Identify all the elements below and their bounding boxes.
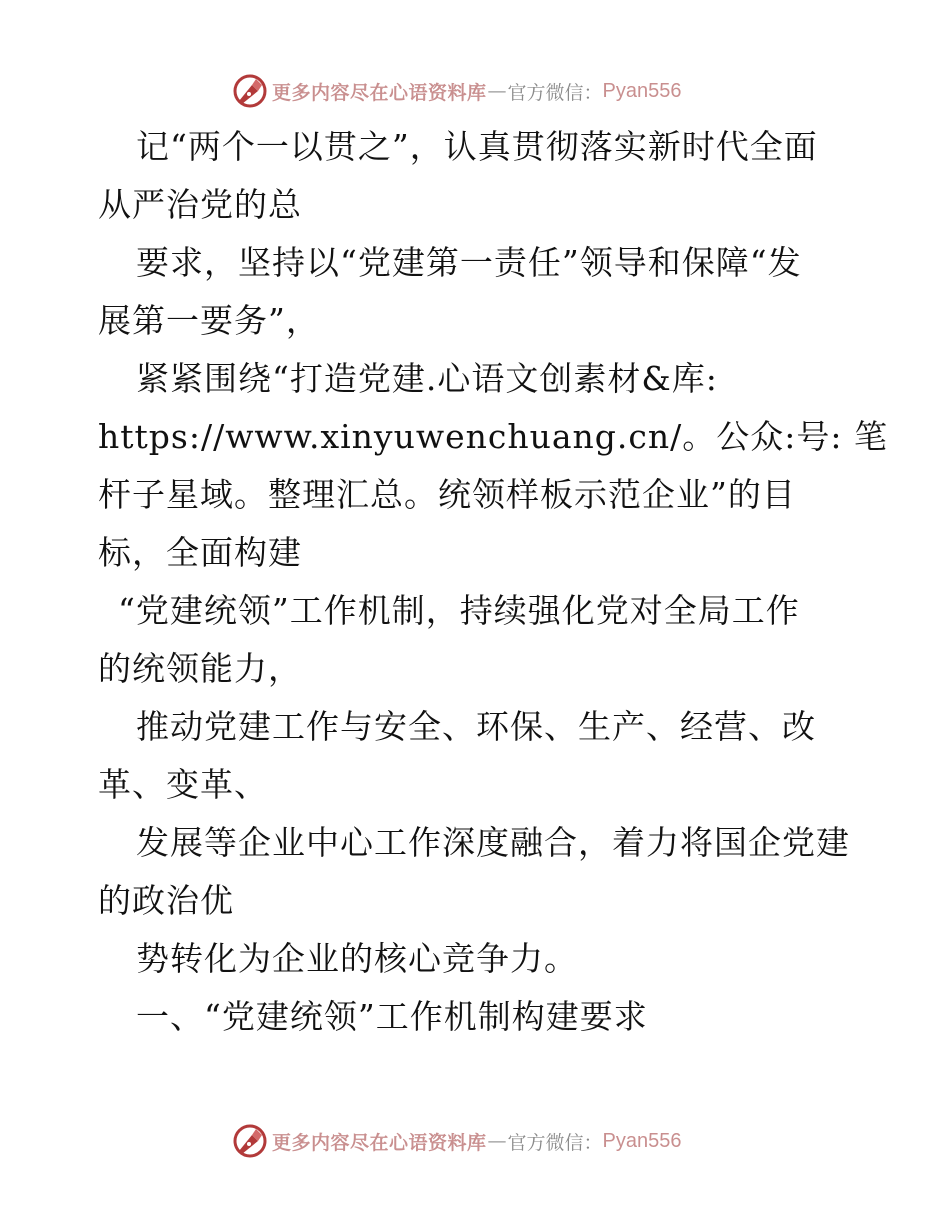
text-line: 势转化为企业的核心竞争力。 [136, 939, 578, 978]
text-line: 从严治党的总 [98, 185, 302, 224]
banner-promo-text: 更多内容尽在心语资料库 [272, 81, 487, 104]
section-heading: 一、“党建统领”工作机制构建要求 [136, 997, 648, 1036]
document-body [98, 118, 888, 1046]
banner-wechat-label: 官方微信： [507, 1131, 603, 1154]
banner-separator: — [487, 80, 507, 102]
pen-nib-logo-icon [232, 73, 268, 109]
text-line: https://www.xinyuwenchuang.cn/。公众:号: 笔 [98, 417, 888, 456]
text-line: 记“两个一以贯之”，认真贯彻落实新时代全面 [136, 127, 818, 166]
banner-wechat-id: Pyan556 [602, 1129, 682, 1152]
banner-wechat-id: Pyan556 [602, 79, 682, 102]
text-line: 标，全面构建 [98, 533, 302, 572]
text-line: “党建统领”工作机制，持续强化党对全局工作 [118, 591, 800, 630]
text-line: 发展等企业中心工作深度融合，着力将国企党建 [136, 823, 850, 862]
header-watermark-banner [232, 71, 682, 111]
pen-nib-logo-icon [232, 1123, 268, 1159]
banner-separator: — [487, 1130, 507, 1152]
text-line: 展第一要务”， [98, 301, 320, 340]
text-line: 紧紧围绕“打造党建.心语文创素材&库: [136, 359, 718, 398]
text-line: 革、变革、 [98, 765, 268, 804]
text-line: 推动党建工作与安全、环保、生产、经营、改 [136, 707, 816, 746]
banner-wechat-label: 官方微信： [507, 81, 603, 104]
text-line: 要求，坚持以“党建第一责任”领导和保障“发 [136, 243, 802, 282]
text-line: 的统领能力， [98, 649, 302, 688]
footer-watermark-banner [232, 1121, 682, 1161]
text-line: 的政治优 [98, 881, 234, 920]
text-line: 杆子星域。整理汇总。统领样板示范企业”的目 [98, 475, 796, 514]
banner-promo-text: 更多内容尽在心语资料库 [272, 1131, 487, 1154]
